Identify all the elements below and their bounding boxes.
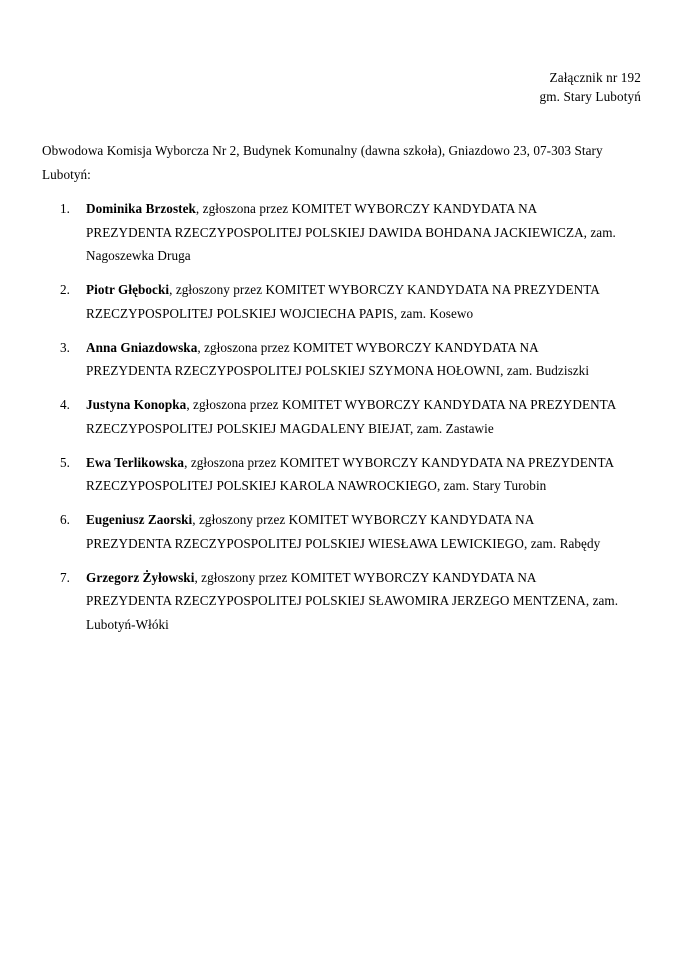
candidate-committee-text: , zgłoszony przez KOMITET WYBORCZY KANDYDATA NA PREZYDENTA RZECZYPOSPOLITEJ POLSKIEJ SŁAWOMIRA JERZEGO MENTZENA, zam. Lubotyń-Włóki — [86, 569, 619, 632]
candidate-number: 3. — [60, 339, 71, 355]
candidate-committee-text: , zgłoszona przez KOMITET WYBORCZY KANDYDATA NA PREZYDENTA RZECZYPOSPOLITEJ POLSKIEJ KAROLA NAWROCKIEGO, zam. Stary Turobin — [86, 454, 614, 493]
candidate-number: 2. — [60, 282, 71, 297]
candidate-number: 5. — [60, 454, 71, 470]
candidate-name: Ewa Terlikowska — [86, 454, 185, 470]
candidate-number: 4. — [60, 397, 71, 412]
candidate-committee-text: , zgłoszona przez KOMITET WYBORCZY KANDYDATA NA PREZYDENTA RZECZYPOSPOLITEJ POLSKIEJ DAWIDA BOHDANA JACKIEWICZA, zam. Nagoszewka Druga — [86, 201, 616, 263]
candidate-entry — [0, 197, 679, 268]
candidate-name: Anna Gniazdowska — [86, 339, 198, 355]
candidate-entry — [0, 566, 679, 637]
candidate-name: Eugeniusz Zaorski — [86, 512, 193, 527]
candidate-name: Justyna Konopka — [86, 397, 187, 412]
candidate-committee-text: , zgłoszona przez KOMITET WYBORCZY KANDYDATA NA PREZYDENTA RZECZYPOSPOLITEJ POLSKIEJ MAGDALENY BIEJAT, zam. Zastawie — [86, 397, 616, 436]
candidate-entry — [0, 508, 679, 555]
document-header — [539, 68, 641, 106]
commission-intro-paragraph: Obwodowa Komisja Wyborcza Nr 2, Budynek Komunalny (dawna szkoła), Gniazdowo 23, 07-303 Stary Lubotyń: — [42, 143, 603, 182]
candidate-entry — [0, 393, 679, 440]
candidate-number: 6. — [60, 512, 71, 527]
attachment-number: Załącznik nr 192 — [549, 70, 641, 85]
candidate-name: Dominika Brzostek — [86, 201, 196, 216]
candidate-list — [0, 197, 679, 636]
candidate-entry — [0, 336, 679, 383]
municipality-name: gm. Stary Lubotyń — [539, 89, 641, 104]
candidate-number: 1. — [60, 201, 71, 216]
candidate-committee-text: , zgłoszony przez KOMITET WYBORCZY KANDYDATA NA PREZYDENTA RZECZYPOSPOLITEJ POLSKIEJ WIESŁAWA LEWICKIEGO, zam. Rabędy — [86, 512, 601, 551]
candidate-name: Grzegorz Żyłowski — [86, 569, 195, 585]
candidate-number: 7. — [60, 569, 71, 585]
candidate-entry — [0, 278, 679, 325]
candidate-entry — [0, 451, 679, 498]
candidate-committee-text: , zgłoszony przez KOMITET WYBORCZY KANDYDATA NA PREZYDENTA RZECZYPOSPOLITEJ POLSKIEJ WOJCIECHA PAPIS, zam. Kosewo — [86, 282, 600, 321]
candidate-name: Piotr Głębocki — [86, 282, 170, 297]
candidate-committee-text: , zgłoszona przez KOMITET WYBORCZY KANDYDATA NA PREZYDENTA RZECZYPOSPOLITEJ POLSKIEJ SZYMONA HOŁOWNI, zam. Budziszki — [86, 339, 590, 378]
